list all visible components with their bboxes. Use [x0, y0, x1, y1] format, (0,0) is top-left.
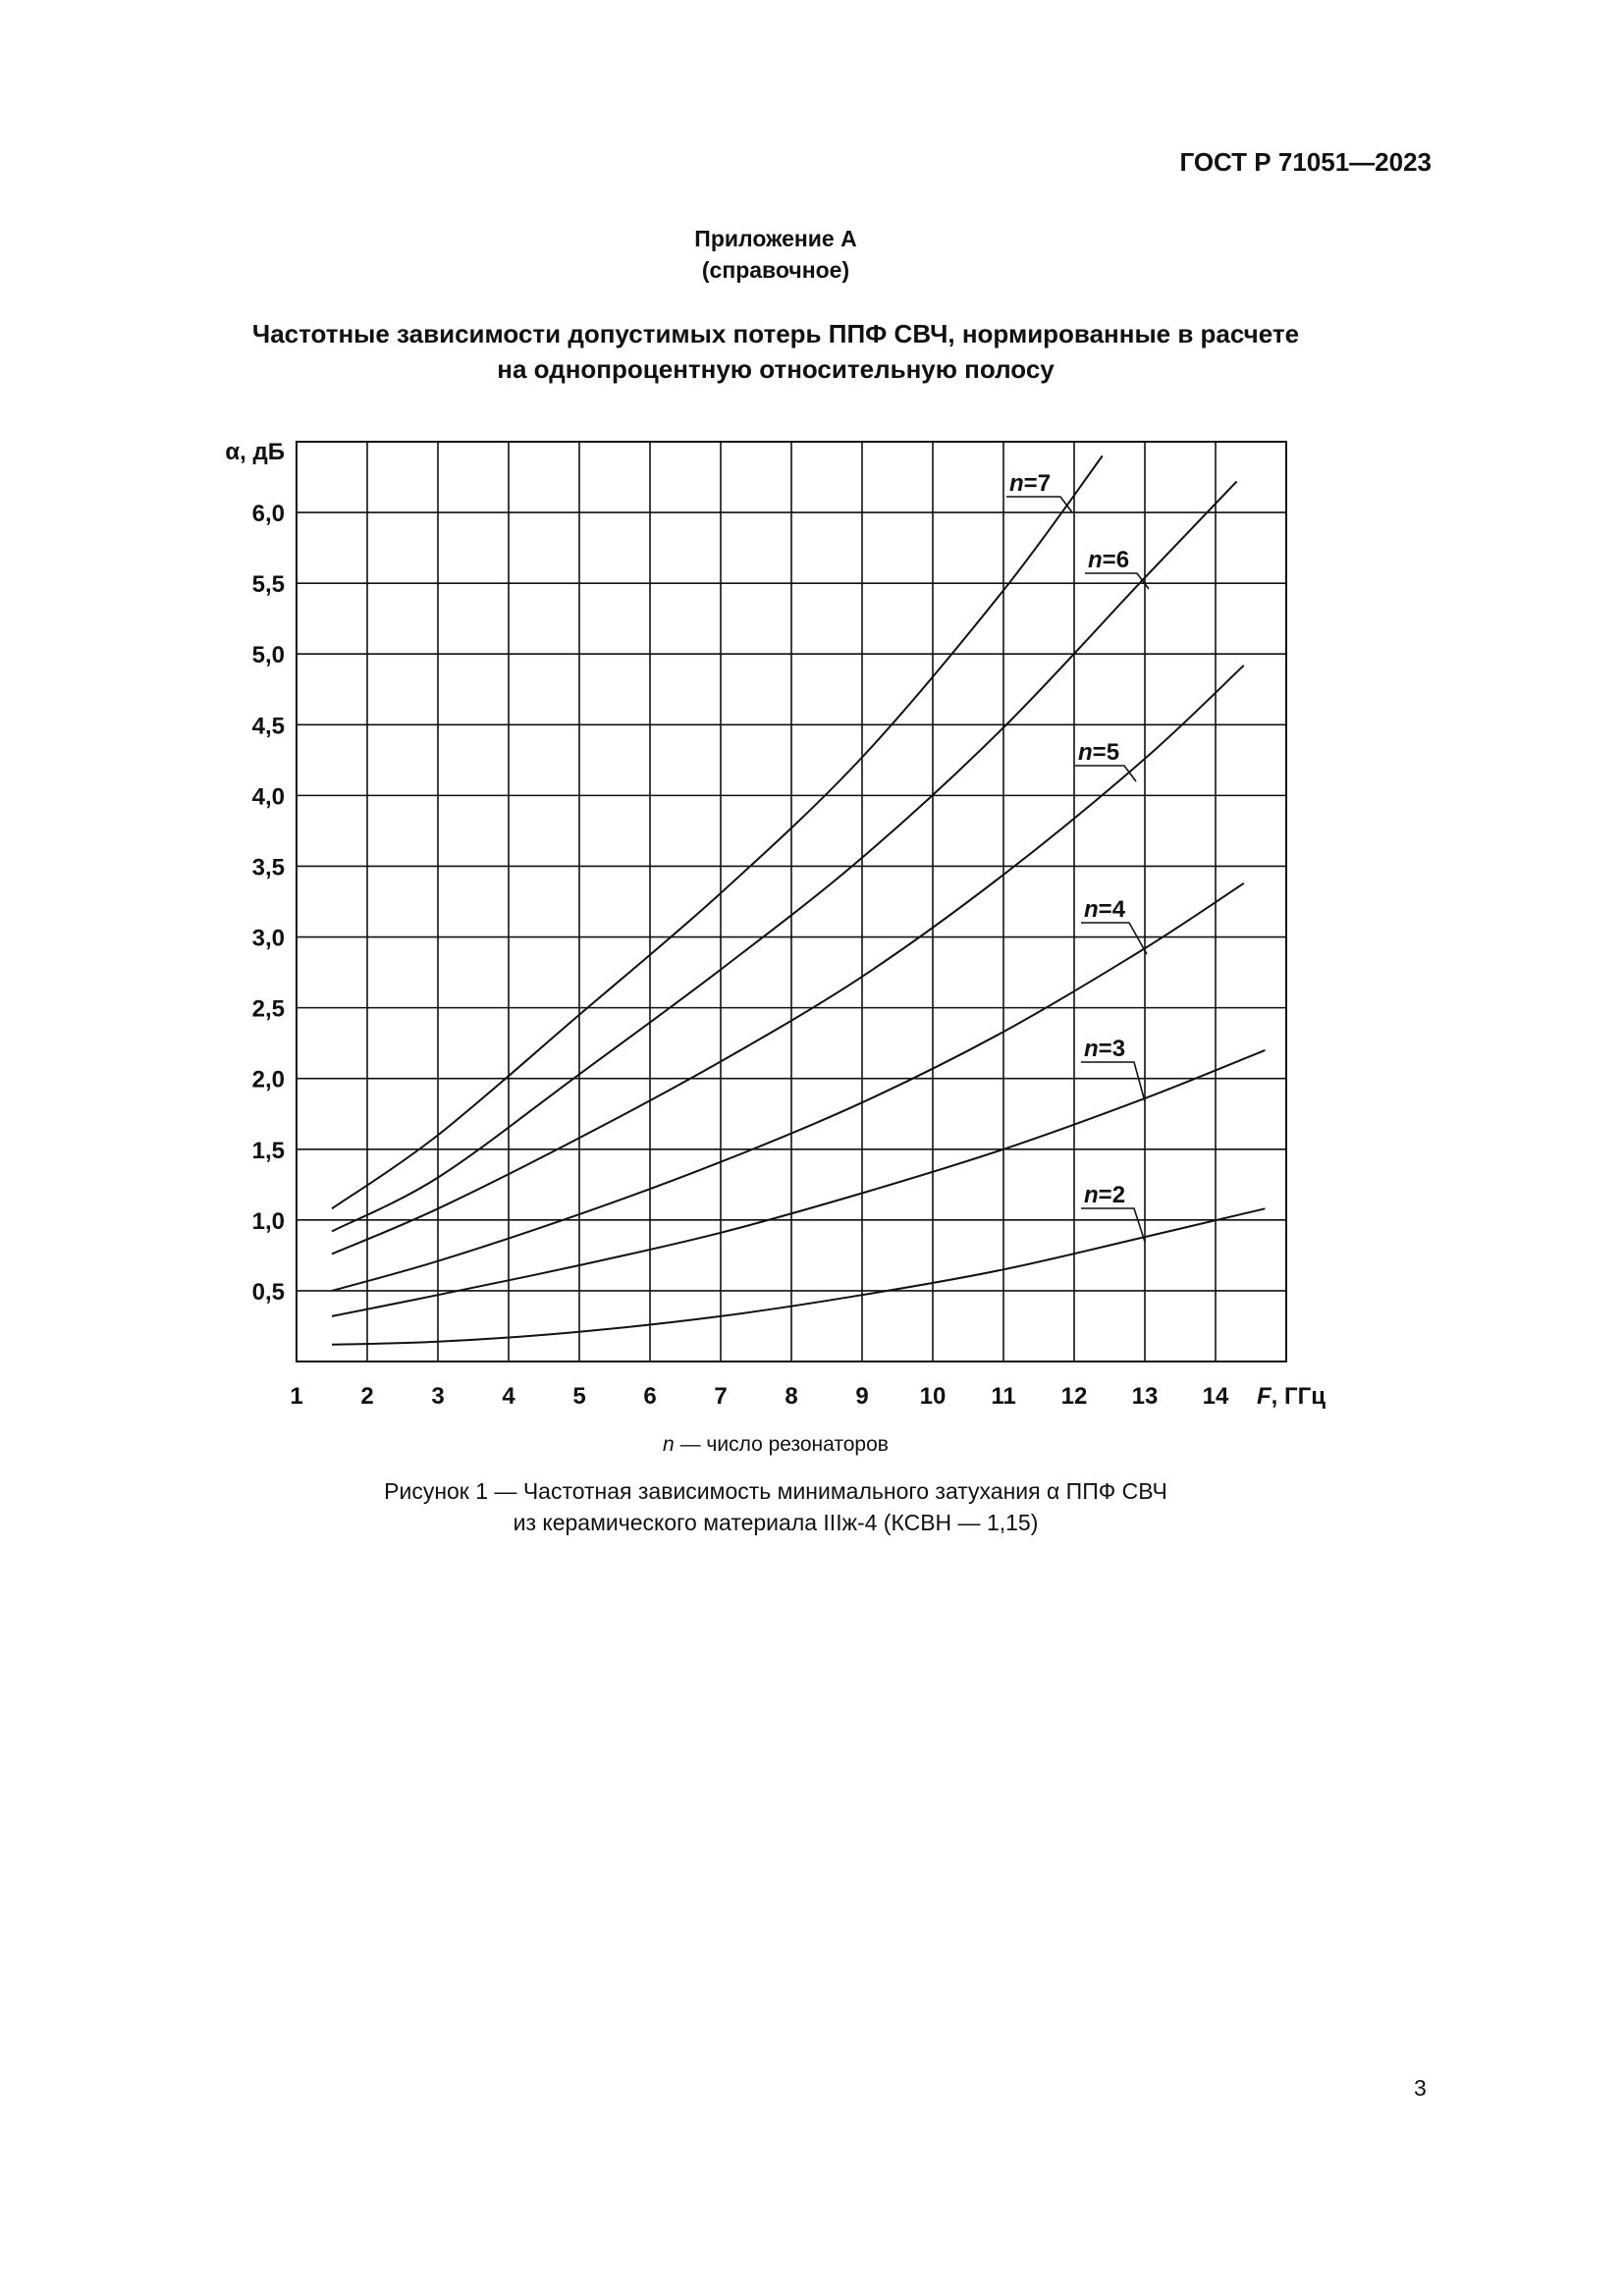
curve-label-n: n	[1084, 1182, 1099, 1208]
curve-label-value: =2	[1098, 1182, 1126, 1208]
figure-caption	[0, 1475, 1551, 1538]
x-tick-label: 4	[502, 1383, 515, 1410]
curve-label-leader-n3	[1081, 1062, 1145, 1101]
curve-label-n: n	[1084, 1036, 1099, 1062]
x-axis-label	[1257, 1383, 1326, 1410]
legend-note	[0, 1433, 1551, 1457]
curve-label-value: =4	[1098, 896, 1126, 923]
curve-label-n: n	[1078, 739, 1093, 766]
curve-label-leader-n2	[1081, 1208, 1145, 1242]
curve-label-n7	[1006, 470, 1072, 512]
y-tick-label: 5,5	[251, 571, 285, 599]
curve-label-n2	[1081, 1182, 1145, 1242]
appendix-kind: (справочное)	[701, 257, 850, 283]
x-tick-label: 7	[714, 1383, 728, 1410]
y-tick-label: 6,0	[251, 501, 285, 528]
y-axis-label: α, дБ	[225, 439, 285, 465]
figure-caption-line-2: из керамического материала IIIж-4 (КСВН — 1,15)	[513, 1510, 1039, 1535]
curve-label-text-n7	[1009, 470, 1051, 497]
y-tick-label: 2,0	[251, 1066, 285, 1094]
curve-label-leader-n6	[1085, 573, 1149, 589]
curve-n2	[332, 1208, 1265, 1344]
curve-label-leader-n4	[1081, 923, 1147, 954]
x-tick-label: 1	[290, 1383, 303, 1410]
x-tick-label: 2	[360, 1383, 374, 1410]
curve-label-text-n2	[1084, 1182, 1125, 1208]
y-tick-label: 3,5	[251, 854, 285, 881]
curve-label-value: =5	[1092, 739, 1120, 766]
y-tick-label: 4,5	[251, 713, 285, 740]
x-tick-label: 11	[991, 1383, 1016, 1410]
x-tick-label: 10	[919, 1383, 947, 1410]
curve-label-value: =7	[1023, 470, 1052, 497]
curve-label-text-n5	[1078, 739, 1119, 766]
y-tick-label: 0,5	[251, 1278, 285, 1306]
x-tick-label: 6	[643, 1383, 657, 1410]
x-tick-label: 3	[431, 1383, 445, 1410]
x-tick-label: 13	[1131, 1383, 1159, 1410]
curve-label-text-n6	[1088, 547, 1129, 573]
curve-label-n4	[1081, 896, 1147, 954]
legend-n-symbol: n	[663, 1433, 675, 1456]
curve-n4	[332, 883, 1244, 1291]
x-tick-label: 9	[855, 1383, 869, 1410]
curve-label-n: n	[1009, 470, 1024, 497]
curve-label-n: n	[1084, 896, 1099, 923]
y-tick-label: 2,5	[251, 995, 285, 1023]
x-tick-label: 8	[785, 1383, 798, 1410]
section-title-line-2: на однопроцентную относительную полосу	[497, 354, 1055, 384]
x-tick-label: 5	[572, 1383, 586, 1410]
curve-label-n3	[1081, 1036, 1145, 1101]
y-tick-label: 1,0	[251, 1207, 285, 1235]
curve-label-text-n3	[1084, 1036, 1125, 1062]
curve-label-n: n	[1088, 547, 1103, 573]
appendix-title: Приложение А	[694, 226, 857, 251]
x-axis-label-unit: , ГГц	[1271, 1383, 1326, 1410]
x-tick-label: 14	[1202, 1383, 1229, 1410]
curve-n7	[332, 455, 1103, 1208]
curve-n6	[332, 481, 1237, 1231]
curve-label-leader-n7	[1006, 497, 1072, 512]
figure-caption-line-1: Рисунок 1 — Частотная зависимость минимального затухания α ППФ СВЧ	[384, 1478, 1167, 1504]
section-title-line-1: Частотные зависимости допустимых потерь ППФ СВЧ, нормированные в расчете	[251, 319, 1300, 348]
curve-label-value: =3	[1098, 1036, 1126, 1062]
legend-text: — число резонаторов	[674, 1433, 889, 1456]
document-code: ГОСТ Р 71051—2023	[1179, 147, 1432, 177]
curve-label-text-n4	[1084, 896, 1126, 923]
y-tick-label: 3,0	[251, 925, 285, 952]
curve-label-value: =6	[1102, 547, 1130, 573]
x-tick-label: 12	[1060, 1383, 1088, 1410]
y-tick-label: 4,0	[251, 783, 285, 811]
page-number: 3	[1414, 2075, 1427, 2101]
y-tick-label: 1,5	[251, 1137, 285, 1164]
x-axis-label-symbol: F	[1257, 1383, 1272, 1410]
y-tick-label: 5,0	[251, 642, 285, 669]
